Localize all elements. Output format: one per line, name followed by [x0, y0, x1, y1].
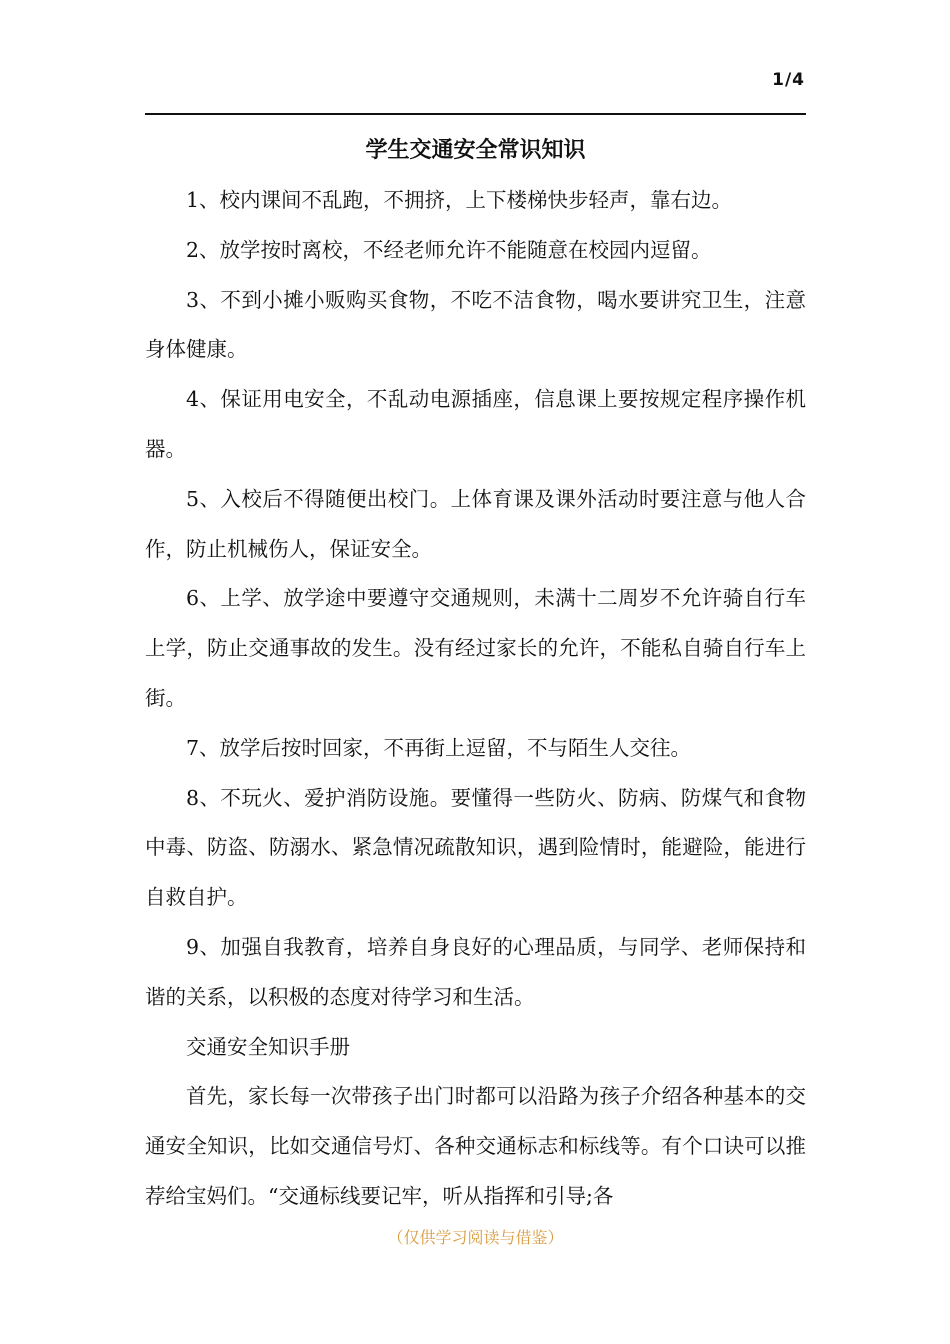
page-number: 1/4	[772, 70, 805, 90]
paragraph: 首先，家长每一次带孩子出门时都可以沿路为孩子介绍各种基本的交通安全知识，比如交通信号灯、各种交通标志和标线等。有个口诀可以推荐给宝妈们。“交通标线要记牢，听从指挥和引导;各	[145, 1084, 806, 1208]
document-title: 学生交通安全常识知识	[365, 138, 586, 163]
paragraph: 1、校内课间不乱跑，不拥挤，上下楼梯快步轻声，靠右边。	[186, 188, 733, 212]
paragraph: 2、放学按时离校，不经老师允许不能随意在校园内逗留。	[186, 237, 712, 262]
header-divider	[145, 113, 806, 115]
document-body	[145, 176, 806, 1222]
paragraph: 7、放学后按时回家，不再街上逗留，不与陌生人交往。	[186, 735, 692, 760]
paragraph: 4、保证用电安全，不乱动电源插座，信息课上要按规定程序操作机器。	[145, 387, 806, 461]
paragraph: 5、入校后不得随便出校门。上体育课及课外活动时要注意与他人合作，防止机械伤人，保证安全。	[145, 486, 806, 561]
section-heading: 交通安全知识手册	[186, 1034, 350, 1059]
footer-note: （仅供学习阅读与借鉴）	[387, 1228, 564, 1247]
paragraph: 8、不玩火、爱护消防设施。要懂得一些防火、防病、防煤气和食物中毒、防盗、防溺水、紧急情况疏散知识，遇到险情时，能避险，能进行自救自护。	[145, 785, 806, 910]
paragraph: 9、加强自我教育，培养自身良好的心理品质，与同学、老师保持和谐的关系，以积极的态度对待学习和生活。	[145, 934, 806, 1009]
paragraph: 6、上学、放学途中要遵守交通规则，未满十二周岁不允许骑自行车上学，防止交通事故的发生。没有经过家长的允许，不能私自骑自行车上街。	[145, 586, 806, 710]
paragraph: 3、不到小摊小贩购买食物，不吃不洁食物，喝水要讲究卫生，注意身体健康。	[145, 287, 806, 362]
